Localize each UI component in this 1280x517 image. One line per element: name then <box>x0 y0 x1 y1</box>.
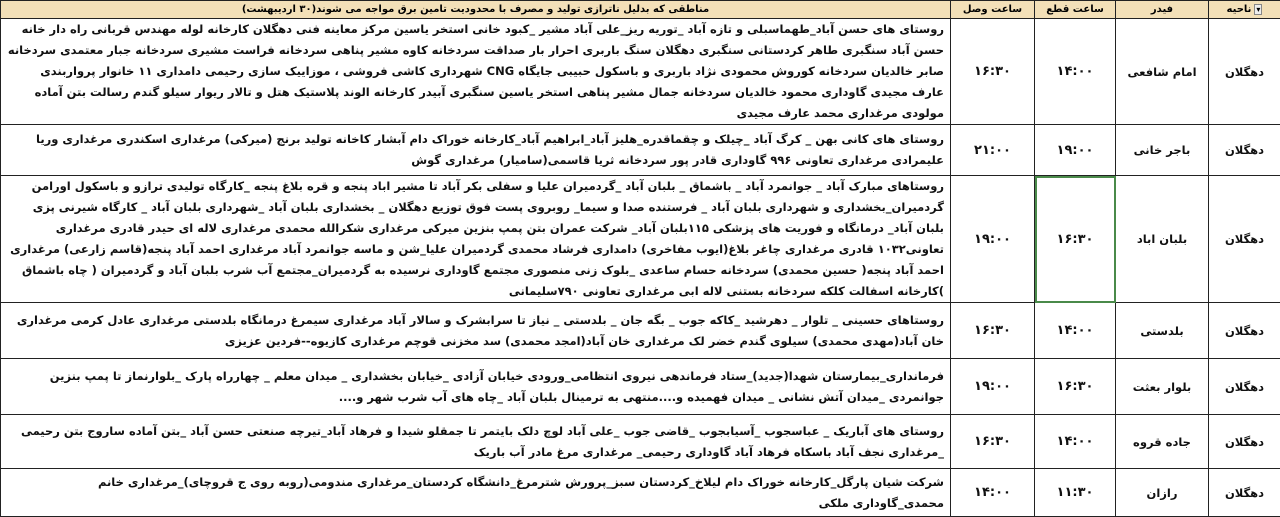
cut-time-cell[interactable]: ۱۹:۰۰ <box>1035 125 1116 176</box>
cut-time-cell[interactable]: ۱۱:۳۰ <box>1035 469 1116 517</box>
villages-cell[interactable]: روستاهای مبارک آباد _ جوانمرد آباد _ باشماق _ بلبان آباد _گردمیران علیا و سفلی بکر آباد تا مشیر اباد پنجه و قره بلاغ پنجه _کارگاه تولیدی ترازو و باسکول اورامن گردمیران_بخشداری و شهرداری بلبان آباد _ فرستنده صدا و سیما_ روبروی پست فوق توزیع دهگلان _ بخشداری بلبان آباد _شهرداری بلبان آباد _ کارگاه شیرنی پزی بلبان آباد_ درمانگاه و فوریت های پزشکی ۱۱۵بلبان آباد_ شرکت عمران بتن پمپ بنزین میرکی مرغداری شکرالله محمدی مرغداری لاله ای حیدر قادری مرغداری تعاونی۱۰۳۲ قادری مرغداری چاغر بلاغ(ایوب مفاخری) دامداری فرشاد محمدی گردمیران علیا_شن و ماسه جوانمرد آباد مرغداری احمد آباد پنجه(قاسم زارعی) مرغداری احمد آباد پنجه( حسین محمدی) سردخانه حسام ساعدی _بلوک زنی منصوری مجتمع گاوداری نرسیده به گردمیران_مجتمع آب شرب بلبان آباد و گردمیران ( چاه باشماق )کارخانه اسفالت کلکه سردخانه بستنی لاله ابی مرغداری تعاونی ۷۹۰سلیمانی <box>1 176 951 303</box>
table-row <box>1 415 1280 469</box>
cut-time-header: ساعت قطع <box>1035 1 1116 19</box>
table-title: مناطقی که بدلیل ناترازی تولید و مصرف با محدودیت تامین برق مواجه می شوند(۳۰ اردیبهشت) <box>1 1 951 19</box>
filter-dropdown-icon[interactable]: ▾ <box>1254 4 1262 15</box>
area-cell[interactable]: دهگلان <box>1209 176 1280 303</box>
connect-time-cell[interactable]: ۱۶:۳۰ <box>951 303 1035 359</box>
table-row <box>1 19 1280 125</box>
villages-cell[interactable]: روستاهای حسینی _ تلوار _ دهرشید _کاکه جوب _ بگه جان _ بلدستی _ نیاز تا سرابشرک و سالار آباد مرغداری سیمرغ درمانگاه بلدستی مرغداری عادل کرمی مرغداری خان آباد(مهدی محمدی) سیلوی گندم خضر لک مرغداری خان آباد(امجد محمدی) سد مخزنی قوچم مرغداری کازیوه--فردین عزیزی <box>1 303 951 359</box>
area-cell[interactable]: دهگلان <box>1209 415 1280 469</box>
villages-cell[interactable]: فرمانداری_بیمارستان شهدا(جدید)_ستاد فرماندهی نیروی انتظامی_ورودی خیابان آزادی _خیابان بخشداری _ میدان معلم _ چهارراه پارک _بلوارنماز تا پمپ بنزین جوانمردی _میدان آتش نشانی _ میدان فهمیده و....منتهی به ترمینال بلبان آباد _چاه های آب شرب شهر و.... <box>1 359 951 415</box>
feeder-cell[interactable]: رازان <box>1116 469 1209 517</box>
connect-time-header: ساعت وصل <box>951 1 1035 19</box>
feeder-header: فیدر <box>1116 1 1209 19</box>
area-header[interactable]: ▾ناحیه <box>1209 1 1280 19</box>
connect-time-cell[interactable]: ۱۶:۳۰ <box>951 19 1035 125</box>
cut-time-cell[interactable]: ۱۶:۳۰ <box>1035 359 1116 415</box>
connect-time-cell[interactable]: ۱۹:۰۰ <box>951 359 1035 415</box>
connect-time-cell[interactable]: ۱۴:۰۰ <box>951 469 1035 517</box>
cut-time-cell[interactable]: ۱۴:۰۰ <box>1035 303 1116 359</box>
villages-cell[interactable]: روستای های کانی بهن _ کرگ آباد _چیلک و چقماقدره_هلیز آباد_ابراهیم آباد_کارخانه خوراک دام آبشار کاخانه تولید برنج (میرکی) مرغداری اسکندری مرغداری وریا علیمرادی مرغداری تعاونی ۹۹۶ گاوداری قادر پور سردخانه ثریا قاسمی(سامیار) مرغداری گوش <box>1 125 951 176</box>
cut-time-cell[interactable]: ۱۴:۰۰ <box>1035 415 1116 469</box>
area-cell[interactable]: دهگلان <box>1209 125 1280 176</box>
villages-cell[interactable]: شرکت شیان پارگل_کارخانه خوراک دام لیلاخ_کردستان سبز_پرورش شترمرغ_دانشگاه کردستان_مرغداری مندومی(روبه روی ج قروچای)_مرغداری خانم محمدی_گاوداری ملکی <box>1 469 951 517</box>
area-cell[interactable]: دهگلان <box>1209 469 1280 517</box>
cut-time-cell[interactable]: ۱۶:۳۰ <box>1035 176 1116 303</box>
feeder-cell[interactable]: باجر خانی <box>1116 125 1209 176</box>
connect-time-cell[interactable]: ۱۶:۳۰ <box>951 415 1035 469</box>
table-row <box>1 176 1280 303</box>
feeder-cell[interactable]: امام شافعی <box>1116 19 1209 125</box>
villages-cell[interactable]: روستای های آباریک _ عباسجوب _آسیابجوب _قاضی جوب _علی آباد لوچ دلک بایتمر تا جمقلو شیدا و فرهاد آباد_تیرچه صنعتی حسن آباد _بتن آماده ساروج بتن رحیمی _مرغداری نجف آباد باسکاه فرهاد آباد گاوداری رحیمی_ مرغداری مرغ مادر آب باریک <box>1 415 951 469</box>
feeder-cell[interactable]: بلدستی <box>1116 303 1209 359</box>
area-cell[interactable]: دهگلان <box>1209 359 1280 415</box>
table-row <box>1 469 1280 517</box>
connect-time-cell[interactable]: ۲۱:۰۰ <box>951 125 1035 176</box>
connect-time-cell[interactable]: ۱۹:۰۰ <box>951 176 1035 303</box>
table-row <box>1 303 1280 359</box>
feeder-cell[interactable]: جاده قروه <box>1116 415 1209 469</box>
table-row <box>1 359 1280 415</box>
area-cell[interactable]: دهگلان <box>1209 19 1280 125</box>
feeder-cell[interactable]: بلوار بعثت <box>1116 359 1209 415</box>
area-cell[interactable]: دهگلان <box>1209 303 1280 359</box>
cut-time-cell[interactable]: ۱۴:۰۰ <box>1035 19 1116 125</box>
feeder-cell[interactable]: بلبان اباد <box>1116 176 1209 303</box>
table-row <box>1 125 1280 176</box>
villages-cell[interactable]: روستای های حسن آباد_طهماسبلی و تازه آباد _توریه ریز_علی آباد مشیر _کبود خانی استخر یاسین مرکز معاینه فنی دهگلان کارخانه لوله مهندس قربانی راه دار خانه حسن آباد سنگبری طاهر کردستانی سنگبری دهگلان سنگ باربری احرار بار صداقت سردخانه کاوه مشیر پناهی سردخانه فراست مشیری سردخانه جبار معتمدی سردخانه صابر خالدیان سردخانه کوروش محمودی نژاد باربری و باسکول حبیبی جایگاه CNG شهرداری کاشی فروشی ، موزاییک سازی رحیمی دامداری ۱۱ خانوار پرواربندی عارف مجیدی گاوداری محمود خالدیان سردخانه جمال مشیر پناهی استخر یاسین سنگبری آبیدر کارخانه الوند پلاستیک هتل و تالار ریوار سیلو گندم رسالت بتن آماده مولودی مرغداری محمد عارف مجیدی <box>1 19 951 125</box>
header-row <box>1 1 1280 19</box>
